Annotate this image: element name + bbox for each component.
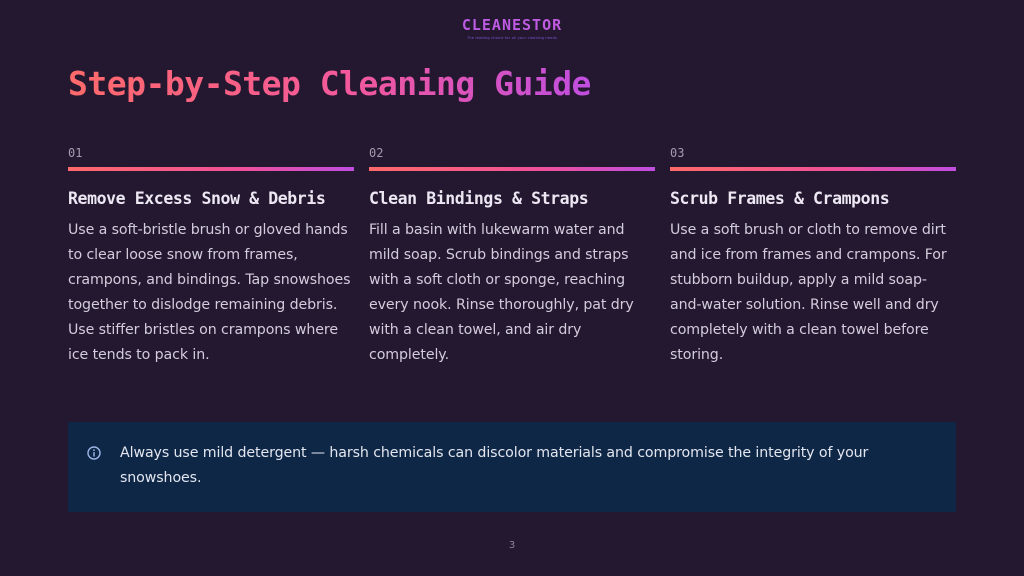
step-body: Use a soft-bristle brush or gloved hands to clear loose snow from frames, crampons, and bindings. Tap snowshoes together to dislodge remaining debris. Use stiffer bristles on crampons where ice tends to pack in. [68, 222, 351, 363]
note-callout [68, 422, 956, 512]
step-title: Remove Excess Snow & Debris [68, 189, 326, 208]
slide-title: Step-by-Step Cleaning Guide [68, 64, 591, 103]
step-accent-bar [68, 167, 354, 171]
step-number: 02 [369, 146, 384, 160]
step-card [670, 146, 956, 368]
step-card [369, 146, 655, 368]
step-title: Scrub Frames & Crampons [670, 189, 890, 208]
step-body: Use a soft brush or cloth to remove dirt and ice from frames and crampons. For stubborn buildup, apply a mild soap-and-water solution. Rinse well and dry completely with a clean towel before storing. [670, 222, 947, 363]
step-number: 01 [68, 146, 83, 160]
step-number: 03 [670, 146, 685, 160]
step-card [68, 146, 354, 368]
step-body: Fill a basin with lukewarm water and mild soap. Scrub bindings and straps with a soft cloth or sponge, reaching every nook. Rinse thoroughly, pat dry with a clean towel, and air dry completely. [369, 222, 634, 363]
step-accent-bar [369, 167, 655, 171]
info-icon [87, 446, 101, 460]
note-text: Always use mild detergent — harsh chemicals can discolor materials and compromise the integrity of your snowshoes. [120, 445, 869, 486]
brand-tagline: The leading choice for all your cleaning needs [467, 36, 557, 40]
step-accent-bar [670, 167, 956, 171]
brand-name: CLEANESTOR [0, 16, 1024, 34]
step-title: Clean Bindings & Straps [369, 189, 589, 208]
page-number: 3 [508, 540, 516, 551]
brand-logo [0, 16, 1024, 40]
